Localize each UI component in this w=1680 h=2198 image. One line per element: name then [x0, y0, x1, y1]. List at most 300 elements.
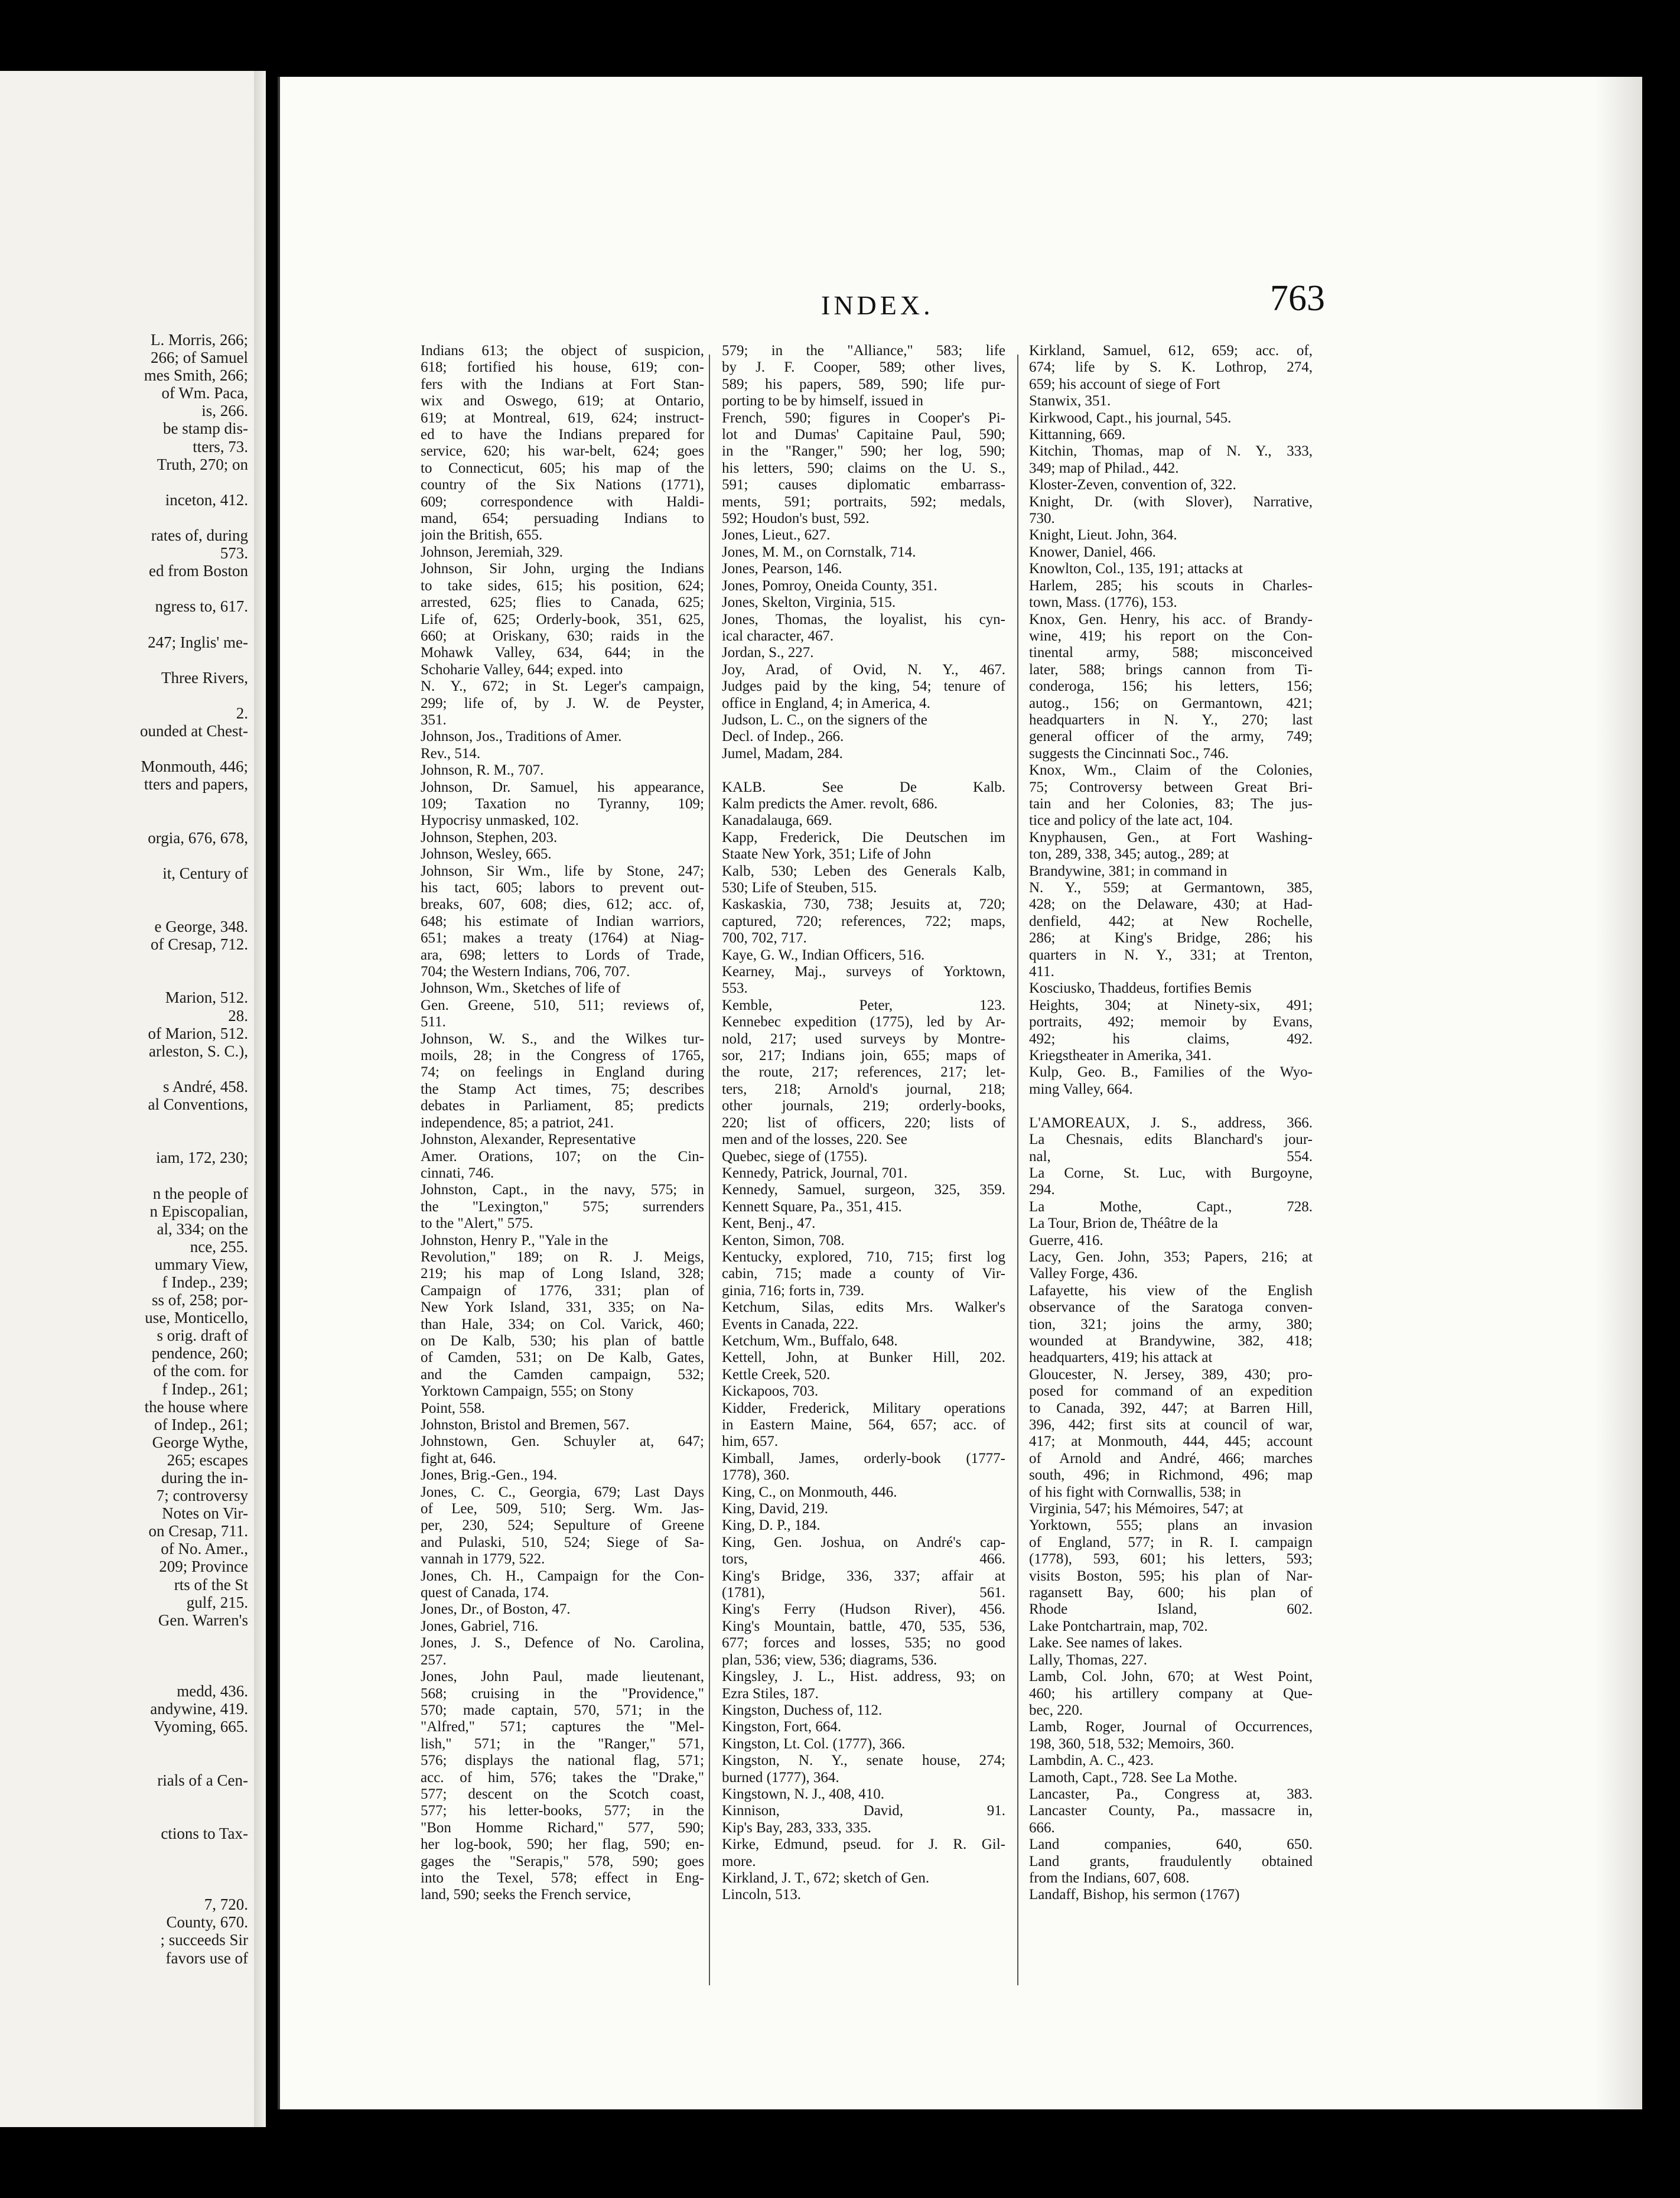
previous-page-line [0, 1664, 248, 1682]
previous-page-text [0, 331, 248, 1967]
previous-page-line: andywine, 419. [150, 1700, 248, 1718]
index-entry-line: Joy, Arad, of Ovid, N. Y., 467. [722, 661, 1005, 678]
index-entry-line: 568; cruising in the "Providence," [421, 1685, 704, 1702]
index-entry-line: Jones, Pearson, 146. [722, 561, 842, 577]
previous-page-line: 247; Inglis' me- [148, 633, 248, 651]
index-entry-line: cabin, 715; made a county of Vir- [722, 1266, 1005, 1282]
previous-page-line: George Wythe, [152, 1433, 248, 1451]
index-entry-line: conderoga, 156; his letters, 156; [1029, 678, 1313, 695]
index-entry-line: Staate New York, 351; Life of John [722, 846, 932, 863]
index-entry-line: Revolution," 189; on R. J. Meigs, [421, 1248, 704, 1265]
index-entry-line: into the Texel, 578; effect in Eng- [421, 1869, 704, 1886]
index-entry-line: from the Indians, 607, 608. [1029, 1869, 1190, 1886]
index-entry-line: 591; causes diplomatic embarrass- [722, 477, 1005, 493]
index-entry-line: Hypocrisy unmasked, 102. [421, 812, 579, 829]
previous-page-line: ounded at Chest- [140, 722, 248, 740]
index-entry-line: visits Boston, 595; his plan of Nar- [1029, 1568, 1313, 1584]
previous-page-line: 7, 720. [204, 1895, 248, 1914]
index-entry-line: Kirkland, Samuel, 612, 659; acc. of, [1029, 343, 1313, 359]
index-entry-line: 396, 442; first sits at council of war, [1029, 1417, 1313, 1433]
index-entry-line: and Pulaski, 510, 524; Siege of Sa- [421, 1534, 704, 1550]
previous-page-line: f Indep., 261; [162, 1380, 248, 1398]
index-entry-line: burned (1777), 364. [722, 1769, 839, 1786]
index-entry-line: Lamoth, Capt., 728. See La Mothe. [1029, 1769, 1238, 1786]
index-entry-line: 677; forces and losses, 535; no good [722, 1635, 1005, 1651]
index-entry-line: Kennedy, Patrick, Journal, 701. [722, 1165, 908, 1181]
previous-page-edge [0, 71, 266, 2127]
index-entry-line: 198, 360, 518, 532; Memoirs, 360. [1029, 1735, 1235, 1752]
index-entry-line: him, 657. [722, 1433, 779, 1450]
previous-page-line [0, 1735, 248, 1753]
index-entry-line: Johnson, Sir Wm., life by Stone, 247; [421, 863, 704, 879]
index-entry-line: office in England, 4; in America, 4. [722, 695, 930, 711]
index-entry-line: moils, 28; in the Congress of 1765, [421, 1048, 704, 1064]
previous-page-line [0, 1842, 248, 1860]
previous-page-line: n Episcopalian, [149, 1202, 248, 1220]
index-entry-line: Ketchum, Wm., Buffalo, 648. [722, 1332, 898, 1349]
index-entry-line: Kirkland, J. T., 672; sketch of Gen. [722, 1869, 930, 1886]
index-entry-line: of England, 577; in R. I. campaign [1029, 1534, 1313, 1550]
index-entry-line: 286; at King's Bridge, 286; his [1029, 930, 1313, 947]
index-entry-line: nold, 217; used surveys by Montre- [722, 1030, 1005, 1047]
index-entry-line: Kingstown, N. J., 408, 410. [722, 1786, 885, 1802]
index-entry-line: 74; on feelings in England during [421, 1064, 704, 1081]
index-entry-line: Virginia, 547; his Mémoires, 547; at [1029, 1501, 1243, 1517]
index-entry-line: land, 590; seeks the French service, [421, 1887, 631, 1903]
index-entry-line: Jones, Dr., of Boston, 47. [421, 1601, 571, 1618]
index-entry-line: 220; list of officers, 220; lists of [722, 1114, 1005, 1131]
index-entry-line: Life of, 625; Orderly-book, 351, 625, [421, 611, 704, 627]
index-entry-line: of Camden, 531; on De Kalb, Gates, [421, 1350, 704, 1366]
previous-page-line [0, 971, 248, 989]
index-entry-line: 411. [1029, 964, 1054, 980]
index-column-3 [1029, 343, 1313, 1904]
previous-page-line: rts of the St [174, 1575, 248, 1594]
index-entry-line: Kennebec expedition (1775), led by Ar- [722, 1014, 1005, 1030]
index-entry-line: 577; his letter-books, 577; in the [421, 1803, 704, 1819]
index-entry-line: suggests the Cincinnati Soc., 746. [1029, 745, 1229, 762]
previous-page-line: 573. [220, 544, 248, 562]
index-entry-line: 1778), 360. [722, 1467, 790, 1484]
index-entry-line: Kaye, G. W., Indian Officers, 516. [722, 947, 925, 963]
index-entry-line: Jones, Thomas, the loyalist, his cyn- [722, 611, 1005, 627]
previous-page-line [0, 1113, 248, 1131]
index-entry-line: more. [722, 1853, 756, 1869]
index-entry-line: Jones, Lieut., 627. [722, 527, 831, 544]
index-entry-line: Knyphausen, Gen., at Fort Washing- [1029, 829, 1313, 846]
index-entry-line: ical character, 467. [722, 627, 834, 644]
index-entry-line: Kitchin, Thomas, map of N. Y., 333, [1029, 443, 1313, 460]
index-entry-line: porting to be by himself, issued in [722, 393, 923, 409]
previous-page-line [0, 687, 248, 704]
index-entry-line: La Chesnais, edits Blanchard's jour- [1029, 1131, 1313, 1148]
index-entry-line: King, David, 219. [722, 1501, 828, 1517]
index-entry-line: his tact, 605; labors to prevent out- [421, 880, 704, 896]
previous-page-line: it, Century of [162, 864, 248, 882]
index-entry-line: Kanadalauga, 669. [722, 812, 832, 829]
index-entry-line: to take sides, 615; his position, 624; [421, 577, 704, 594]
previous-page-line: of the com. for [153, 1362, 248, 1380]
previous-page-line [0, 811, 248, 829]
index-entry-line: Judson, L. C., on the signers of the [722, 711, 927, 728]
previous-page-line: mes Smith, 266; [144, 366, 248, 385]
page-gutter-shadow [254, 71, 266, 2127]
index-entry-line: Jones, Brig.-Gen., 194. [421, 1467, 558, 1484]
index-entry-line: Kettell, John, at Bunker Hill, 202. [722, 1350, 1005, 1366]
previous-page-line: 28. [228, 1006, 248, 1025]
index-entry-line: La Mothe, Capt., 728. [1029, 1198, 1313, 1215]
index-entry-line: King, Gen. Joshua, on André's cap- [722, 1534, 1005, 1550]
index-entry-line: Lake. See names of lakes. [1029, 1635, 1183, 1651]
index-entry-line: Lacy, Gen. John, 353; Papers, 216; at [1029, 1248, 1313, 1265]
previous-page-line: pendence, 260; [151, 1344, 248, 1363]
index-entry-line: acc. of him, 576; takes the "Drake," [421, 1769, 704, 1786]
previous-page-line: Three Rivers, [161, 668, 248, 687]
index-entry-line: Kingston, Duchess of, 112. [722, 1702, 883, 1718]
index-entry-line: "Alfred," 571; captures the "Mel- [421, 1719, 704, 1735]
previous-page-line: ummary View, [154, 1255, 248, 1273]
index-entry-line: headquarters in N. Y., 270; last [1029, 711, 1313, 728]
index-entry-line: Kearney, Maj., surveys of Yorktown, [722, 964, 1005, 980]
index-entry-line: Land companies, 640, 650. [1029, 1836, 1313, 1853]
previous-page-line [0, 1629, 248, 1647]
previous-page-line [0, 509, 248, 526]
index-entry-line: Johnston, Bristol and Bremen, 567. [421, 1417, 630, 1433]
index-entry-line: fers with the Indians at Fort Stan- [421, 376, 704, 392]
previous-page-line [0, 473, 248, 491]
index-entry-line: Johnson, Jos., Traditions of Amer. [421, 729, 622, 745]
index-entry-line: Knox, Gen. Henry, his acc. of Brandy- [1029, 611, 1313, 627]
previous-page-line [0, 651, 248, 669]
previous-page-line: use, Monticello, [145, 1309, 248, 1327]
previous-page-line: 2. [236, 704, 248, 722]
previous-page-line: ss of, 258; por- [152, 1291, 248, 1309]
index-entry-line: King's Bridge, 336, 337; affair at [722, 1568, 1005, 1584]
index-entry-line: Johnston, Alexander, Representative [421, 1131, 636, 1148]
index-entry-line: 530; Life of Steuben, 515. [722, 880, 877, 896]
index-entry-line: 294. [1029, 1182, 1055, 1198]
index-entry-line: ton, 289, 338, 345; autog., 289; at [1029, 846, 1229, 863]
index-entry-line: Mohawk Valley, 634, 644; in the [421, 645, 704, 661]
index-entry-line: 660; at Oriskany, 630; raids in the [421, 627, 704, 644]
index-entry-line: 651; makes a treaty (1764) at Niag- [421, 930, 704, 947]
previous-page-line [0, 793, 248, 811]
index-column-2 [722, 343, 1005, 1904]
index-entry-line: (1778), 593, 601; his letters, 593; [1029, 1551, 1313, 1568]
previous-page-line [0, 1166, 248, 1184]
index-entry-line: nal, 554. [1029, 1148, 1313, 1165]
index-entry-line: in the "Ranger," 590; her log, 590; [722, 443, 1005, 460]
index-entry-line: L'AMOREAUX, J. S., address, 366. [1029, 1114, 1313, 1131]
index-entry-line: Kent, Benj., 47. [722, 1215, 816, 1232]
index-entry-line: French, 590; figures in Cooper's Pi- [722, 409, 1005, 426]
index-entry-line: his letters, 590; claims on the U. S., [722, 460, 1005, 476]
index-entry-line: tice and policy of the late act, 104. [1029, 812, 1233, 829]
index-entry-line: Lamb, Col. John, 670; at West Point, [1029, 1669, 1313, 1685]
index-entry-line: tain and her Colonies, 83; The jus- [1029, 795, 1313, 812]
index-entry-line: Judges paid by the king, 54; tenure of [722, 678, 1005, 695]
previous-page-line: of No. Amer., [161, 1540, 248, 1558]
index-entry-line: Kettle Creek, 520. [722, 1366, 831, 1383]
index-entry-line: of Arnold and André, 466; marches [1029, 1450, 1313, 1467]
index-entry-line: KALB. See De Kalb. [722, 779, 1005, 795]
column-divider [1017, 355, 1018, 1985]
previous-page-line: 209; Province [159, 1558, 248, 1576]
previous-page-line: 7; controversy [156, 1487, 248, 1505]
index-entry-line: observance of the Saratoga conven- [1029, 1299, 1313, 1316]
previous-page-line: on Cresap, 711. [148, 1522, 248, 1540]
previous-page-line: al Conventions, [148, 1095, 248, 1114]
index-entry-line: per, 230, 524; Sepulture of Greene [421, 1517, 704, 1534]
index-entry-line: Gen. Greene, 510, 511; reviews of, [421, 997, 704, 1013]
previous-page-line: during the in- [161, 1469, 248, 1487]
index-entry-line: of his fight with Cornwallis, 538; in [1029, 1484, 1242, 1500]
index-entry-line: on De Kalb, 530; his plan of battle [421, 1332, 704, 1349]
index-entry-line: Kapp, Frederick, Die Deutschen im [722, 829, 1005, 846]
index-entry-line: Events in Canada, 222. [722, 1316, 859, 1332]
index-entry-line: general officer of the army, 749; [1029, 729, 1313, 745]
column-divider [709, 355, 710, 1985]
index-entry-line: to the "Alert," 575. [421, 1215, 533, 1232]
index-entry-line: Jones, C. C., Georgia, 679; Last Days [421, 1484, 704, 1500]
index-entry-line: Ketchum, Silas, edits Mrs. Walker's [722, 1299, 1005, 1316]
index-entry-line: Lamb, Roger, Journal of Occurrences, [1029, 1719, 1313, 1735]
previous-page-line: 266; of Samuel [151, 349, 248, 367]
index-entry-line: ragansett Bay, 600; his plan of [1029, 1585, 1313, 1601]
previous-page-line: s orig. draft of [157, 1326, 248, 1345]
previous-page-line: of Marion, 512. [148, 1024, 248, 1042]
index-entry-line: Johnson, Stephen, 203. [421, 829, 558, 846]
previous-page-line [0, 580, 248, 597]
index-entry-line: Kentucky, explored, 710, 715; first log [722, 1248, 1005, 1265]
index-entry-line: of Lee, 509, 510; Serg. Wm. Jas- [421, 1501, 704, 1517]
index-entry-line: N. Y., 559; at Germantown, 385, [1029, 880, 1313, 896]
index-entry-line: Kickapoos, 703. [722, 1383, 819, 1400]
index-entry-line: Kennedy, Samuel, surgeon, 325, 359. [722, 1182, 1005, 1198]
index-entry-line: men and of the losses, 220. See [722, 1131, 907, 1148]
index-entry-line: (1781), 561. [722, 1585, 1005, 1601]
index-entry-line: independence, 85; a patriot, 241. [421, 1114, 614, 1131]
index-entry-line [1029, 1098, 1313, 1114]
index-entry-line: Kimball, James, orderly-book (1777- [722, 1450, 1005, 1467]
index-entry-line: Stanwix, 351. [1029, 393, 1111, 409]
index-entry-line: Point, 558. [421, 1400, 486, 1416]
previous-page-line [0, 953, 248, 971]
index-entry-line: Jones, Skelton, Virginia, 515. [722, 594, 896, 611]
previous-page-line: inceton, 412. [165, 490, 248, 509]
index-entry-line: fight at, 646. [421, 1450, 496, 1467]
index-entry-line: Kaskaskia, 730, 738; Jesuits at, 720; [722, 896, 1005, 913]
index-entry-line: 492; his claims, 492. [1029, 1030, 1313, 1047]
index-entry-line: Kloster-Zeven, convention of, 322. [1029, 477, 1236, 493]
index-entry-line: than Hale, 334; on Col. Varick, 460; [421, 1316, 704, 1332]
previous-page-line [0, 847, 248, 864]
index-entry-line: Jones, M. M., on Cornstalk, 714. [722, 544, 916, 560]
index-entry-line: lot and Dumas' Capitaine Paul, 590; [722, 427, 1005, 443]
index-entry-line: 349; map of Philad., 442. [1029, 460, 1179, 476]
index-entry-line: Yorktown Campaign, 555; on Stony [421, 1383, 634, 1400]
index-entry-line: town, Mass. (1776), 153. [1029, 594, 1177, 611]
index-entry-line: 589; his papers, 589, 590; life pur- [722, 376, 1005, 392]
index-entry-line: Jumel, Madam, 284. [722, 745, 843, 762]
index-entry-line: Kulp, Geo. B., Families of the Wyo- [1029, 1064, 1313, 1081]
previous-page-line: Vyoming, 665. [154, 1718, 248, 1736]
index-entry-line: Johnstown, Gen. Schuyler at, 647; [421, 1433, 704, 1450]
index-entry-line: ara, 698; letters to Lords of Trade, [421, 947, 704, 963]
previous-page-line: Notes on Vir- [162, 1504, 248, 1523]
index-entry-line: Knox, Wm., Claim of the Colonies, [1029, 762, 1313, 779]
index-entry-line: Amer. Orations, 107; on the Cin- [421, 1148, 704, 1165]
index-entry-line: mand, 654; persuading Indians to [421, 511, 704, 527]
previous-page-line: Marion, 512. [165, 989, 248, 1007]
previous-page-line: the house where [144, 1397, 248, 1416]
index-entry-line: captured, 720; references, 722; maps, [722, 913, 1005, 929]
index-entry-line: lish," 571; in the "Ranger," 571, [421, 1735, 704, 1752]
index-entry-line: Schoharie Valley, 644; exped. into [421, 661, 623, 678]
index-entry-line: 257. [421, 1651, 447, 1668]
index-entry-line: Campaign of 1776, 331; plan of [421, 1282, 704, 1299]
index-entry-line: Kennett Square, Pa., 351, 415. [722, 1198, 902, 1215]
index-entry-line: tors, 466. [722, 1551, 1005, 1568]
previous-page-line: 265; escapes [167, 1451, 248, 1469]
index-entry-line [722, 762, 1005, 779]
index-entry-line: other journals, 219; orderly-books, [722, 1098, 1005, 1114]
index-entry-line: headquarters, 419; his attack at [1029, 1350, 1213, 1366]
index-entry-line: sor, 217; Indians join, 655; maps of [722, 1048, 1005, 1064]
index-entry-line: Jones, Ch. H., Campaign for the Con- [421, 1568, 704, 1584]
index-entry-line: King's Ferry (Hudson River), 456. [722, 1601, 1005, 1618]
index-entry-line: King, D. P., 184. [722, 1517, 821, 1534]
index-entry-line: 219; his map of Long Island, 328; [421, 1266, 704, 1282]
index-entry-line: Landaff, Bishop, his sermon (1767) [1029, 1887, 1240, 1903]
index-entry-line: Jones, John Paul, made lieutenant, [421, 1669, 704, 1685]
index-entry-line: La Corne, St. Luc, with Burgoyne, [1029, 1165, 1313, 1181]
previous-page-line: is, 266. [201, 402, 248, 420]
running-header: INDEX. [821, 290, 934, 320]
index-entry-line: King's Mountain, battle, 470, 535, 536, [722, 1618, 1005, 1634]
page-edge-shadow [1595, 77, 1642, 2109]
index-entry-line: 592; Houdon's bust, 592. [722, 511, 870, 527]
index-entry-line: Knight, Dr. (with Slover), Narrative, [1029, 493, 1313, 510]
index-entry-line: 579; in the "Alliance," 583; life [722, 343, 1005, 359]
index-entry-line: quarters in N. Y., 331; at Trenton, [1029, 947, 1313, 963]
index-entry-line: Johnson, Sir John, urging the Indians [421, 561, 704, 577]
index-entry-line: bec, 220. [1029, 1702, 1083, 1718]
index-entry-line: tinental army, 588; misconceived [1029, 645, 1313, 661]
index-entry-line: 619; at Montreal, 619, 624; instruct- [421, 409, 704, 426]
index-entry-line: Johnson, Wesley, 665. [421, 846, 552, 863]
index-entry-line: N. Y., 672; in St. Leger's campaign, [421, 678, 704, 695]
index-entry-line: south, 496; in Richmond, 496; map [1029, 1467, 1313, 1484]
index-entry-line: Lambdin, A. C., 423. [1029, 1752, 1154, 1769]
previous-page-line [0, 1754, 248, 1771]
index-entry-line: Kingston, Fort, 664. [722, 1719, 842, 1735]
index-entry-line: Harlem, 285; his scouts in Charles- [1029, 577, 1313, 594]
index-entry-line: Kip's Bay, 283, 333, 335. [722, 1819, 871, 1836]
index-entry-line: Ezra Stiles, 187. [722, 1685, 819, 1702]
index-entry-line: Knowlton, Col., 135, 191; attacks at [1029, 561, 1243, 577]
previous-page-line: Truth, 270; on [157, 455, 248, 473]
index-entry-line: country of the Six Nations (1771), [421, 477, 704, 493]
index-entry-line: Kittanning, 669. [1029, 427, 1126, 443]
index-entry-line: to Canada, 392, 447; at Barren Hill, [1029, 1400, 1313, 1416]
index-entry-line: posed for command of an expedition [1029, 1383, 1313, 1400]
index-entry-line: ginia, 716; forts in, 739. [722, 1282, 864, 1299]
previous-page-line: iam, 172, 230; [156, 1149, 248, 1167]
index-entry-line: Kenton, Simon, 708. [722, 1232, 845, 1248]
index-entry-line: Jordan, S., 227. [722, 645, 814, 661]
index-entry-line: Lake Pontchartrain, map, 702. [1029, 1618, 1208, 1634]
previous-page-line: of Indep., 261; [154, 1415, 248, 1433]
index-entry-line: Brandywine, 381; in command in [1029, 863, 1228, 879]
index-entry-line: portraits, 492; memoir by Evans, [1029, 1014, 1313, 1030]
index-entry-line: Knower, Daniel, 466. [1029, 544, 1156, 560]
previous-page-line: rials of a Cen- [157, 1771, 248, 1789]
index-entry-line: plan, 536; view, 536; diagrams, 536. [722, 1651, 937, 1668]
index-entry-line: 553. [722, 980, 748, 997]
index-entry-line: 417; at Monmouth, 444, 445; account [1029, 1433, 1313, 1450]
index-entry-line: Kinnison, David, 91. [722, 1803, 1005, 1819]
index-entry-line: 577; descent on the Scotch coast, [421, 1786, 704, 1802]
index-entry-line: join the British, 655. [421, 527, 543, 544]
index-entry-line: debates in Parliament, 85; predicts [421, 1098, 704, 1114]
previous-page-line [0, 1789, 248, 1807]
index-entry-line: tion, 321; joins the army, 380; [1029, 1316, 1313, 1332]
index-entry-line: La Tour, Brion de, Théâtre de la [1029, 1215, 1218, 1232]
index-entry-line: Lafayette, his view of the English [1029, 1282, 1313, 1299]
index-entry-line: Heights, 304; at Ninety-six, 491; [1029, 997, 1313, 1013]
index-entry-line: cinnati, 746. [421, 1165, 494, 1181]
index-entry-line: 109; Taxation no Tyranny, 109; [421, 795, 704, 812]
previous-page-line [0, 1807, 248, 1825]
index-entry-line: vannah in 1779, 522. [421, 1551, 545, 1568]
index-entry-line: wine, 419; his report on the Con- [1029, 627, 1313, 644]
index-entry-line: 609; correspondence with Haldi- [421, 493, 704, 510]
previous-page-line: ctions to Tax- [161, 1824, 248, 1842]
index-column-1 [421, 343, 704, 1904]
index-entry-line: to Connecticut, 605; his map of the [421, 460, 704, 476]
index-entry-line: Knight, Lieut. John, 364. [1029, 527, 1177, 544]
index-entry-line: Kalm predicts the Amer. revolt, 686. [722, 795, 938, 812]
previous-page-line [0, 616, 248, 633]
index-entry-line: Johnson, Dr. Samuel, his appearance, [421, 779, 704, 795]
previous-page-line: ngress to, 617. [155, 597, 248, 616]
previous-page-line [0, 1131, 248, 1149]
index-entry-line: New York Island, 331, 335; on Na- [421, 1299, 704, 1316]
index-entry-line: Jones, Gabriel, 716. [421, 1618, 539, 1634]
index-entry-line: 648; his estimate of Indian warriors, [421, 913, 704, 929]
previous-page-line: be stamp dis- [163, 420, 248, 438]
previous-page-line: gulf, 215. [186, 1593, 248, 1611]
previous-page-line: tters, 73. [193, 437, 248, 456]
index-entry-line: Johnson, Wm., Sketches of life of [421, 980, 621, 997]
index-entry-line: Kidder, Frederick, Military operations [722, 1400, 1005, 1416]
previous-page-line: f Indep., 239; [162, 1273, 248, 1291]
index-entry-line: Rhode Island, 602. [1029, 1601, 1313, 1618]
previous-page-line: County, 670. [166, 1913, 248, 1932]
index-entry-line: Kirke, Edmund, pseud. for J. R. Gil- [722, 1836, 1005, 1853]
index-entry-line: Johnson, Jeremiah, 329. [421, 544, 563, 560]
previous-page-line: arleston, S. C.), [149, 1042, 248, 1060]
index-entry-line: Kingsley, J. L., Hist. address, 93; on [722, 1669, 1005, 1685]
index-entry-line: Jones, J. S., Defence of No. Carolina, [421, 1635, 704, 1651]
index-entry-line: 700, 702, 717. [722, 930, 807, 947]
index-entry-line: and the Camden campaign, 532; [421, 1366, 704, 1383]
index-entry-line: Kingston, N. Y., senate house, 274; [722, 1752, 1005, 1769]
index-entry-line: Indians 613; the object of suspicion, [421, 343, 704, 359]
index-entry-line: Kalb, 530; Leben des Generals Kalb, [722, 863, 1005, 879]
index-entry-line: wounded at Brandywine, 382, 418; [1029, 1332, 1313, 1349]
